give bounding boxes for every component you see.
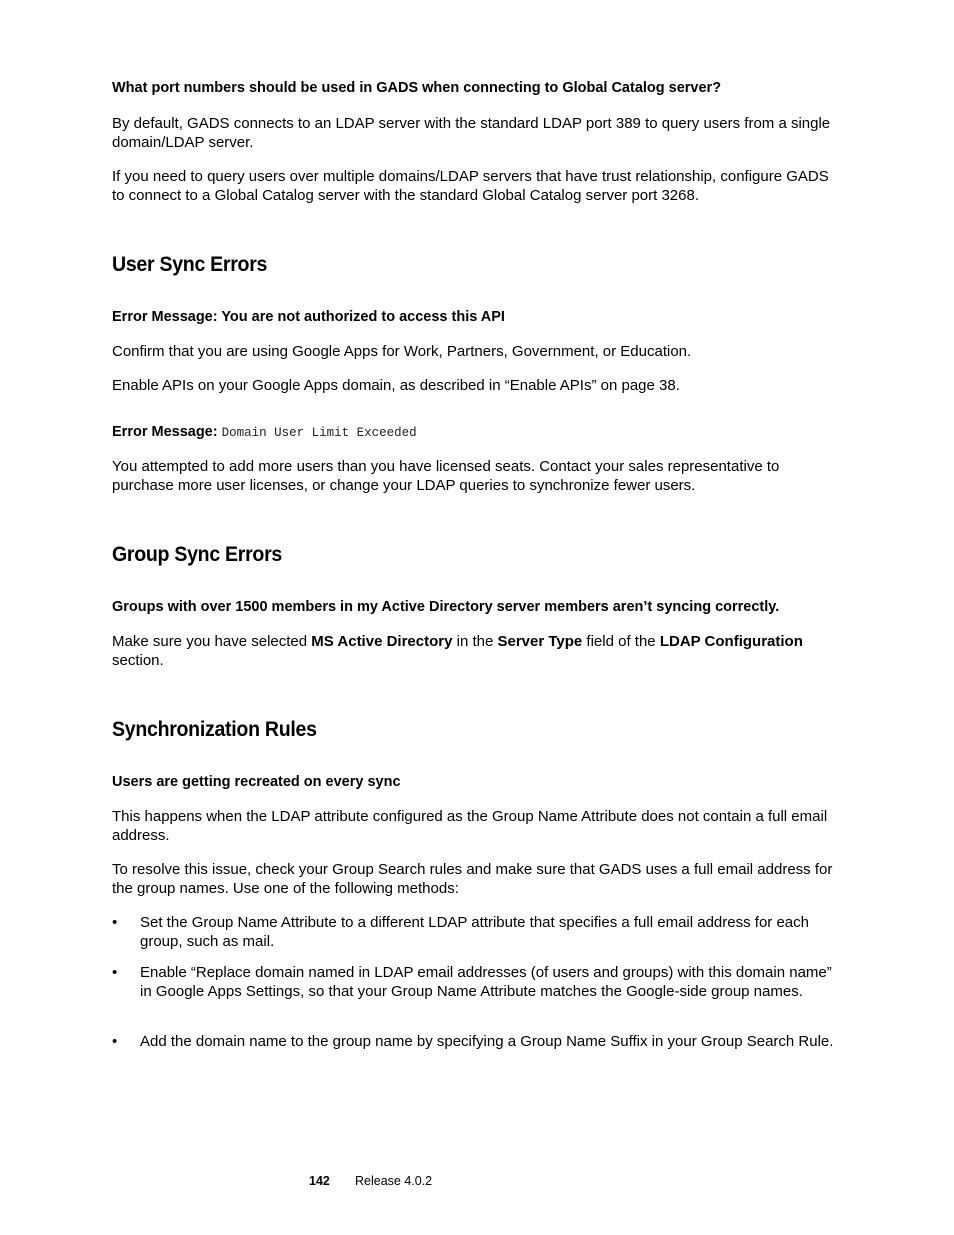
gc-question: What port numbers should be used in GADS when connecting to Global Catalog server?	[112, 80, 722, 96]
list-item: Add the domain name to the group name by specifying a Group Name Suffix in your Group Search Rule.	[140, 1033, 834, 1050]
sync-rules-heading: Synchronization Rules	[112, 718, 317, 741]
bullet-marker: •	[112, 914, 118, 931]
error-title-not-authorized: Error Message: You are not authorized to access this API	[112, 309, 505, 325]
error-title-user-limit	[112, 423, 842, 442]
list-item: Set the Group Name Attribute to a different LDAP attribute that specifies a full email address for each group, such as mail.	[140, 914, 809, 950]
group-sync-paragraph: Make sure you have selected MS Active Directory in the Server Type field of the LDAP Configuration section.	[112, 633, 803, 669]
error-not-authorized-paragraph-2: Enable APIs on your Google Apps domain, as described in “Enable APIs” on page 38.	[112, 377, 680, 394]
user-sync-heading: User Sync Errors	[112, 253, 268, 276]
group-sync-question: Groups with over 1500 members in my Active Directory server members aren’t syncing correctly.	[112, 599, 780, 615]
sync-rules-question: Users are getting recreated on every sync	[112, 774, 401, 790]
group-sync-heading: Group Sync Errors	[112, 543, 283, 566]
gc-paragraph-2: If you need to query users over multiple domains/LDAP servers that have trust relationship, configure GADS to connect to a Global Catalog server with the standard Global Catalog server port 3268.	[112, 168, 829, 204]
error-message-label: Error Message:	[112, 424, 218, 440]
gc-paragraph-1: By default, GADS connects to an LDAP server with the standard LDAP port 389 to query users from a single domain/LDAP server.	[112, 115, 831, 151]
release-label: Release 4.0.2	[355, 1174, 433, 1188]
error-user-limit-paragraph: You attempted to add more users than you have licensed seats. Contact your sales representative to purchase more user licenses, or change your LDAP queries to synchronize fewer users.	[112, 458, 780, 494]
page-number: 142	[309, 1174, 330, 1188]
error-not-authorized-paragraph-1: Confirm that you are using Google Apps for Work, Partners, Government, or Education.	[112, 343, 692, 360]
sync-rules-paragraph-1: This happens when the LDAP attribute configured as the Group Name Attribute does not contain a full email address.	[112, 808, 828, 844]
sync-rules-paragraph-2: To resolve this issue, check your Group Search rules and make sure that GADS uses a full email address for the group names. Use one of the following methods:	[112, 861, 833, 897]
bullet-marker: •	[112, 964, 118, 981]
list-item: Enable “Replace domain named in LDAP email addresses (of users and groups) with this domain name” in Google Apps Settings, so that your Group Name Attribute matches the Google-side group names.	[140, 964, 832, 1000]
error-code-text: Domain User Limit Exceeded	[221, 426, 417, 440]
bullet-marker: •	[112, 1033, 118, 1050]
